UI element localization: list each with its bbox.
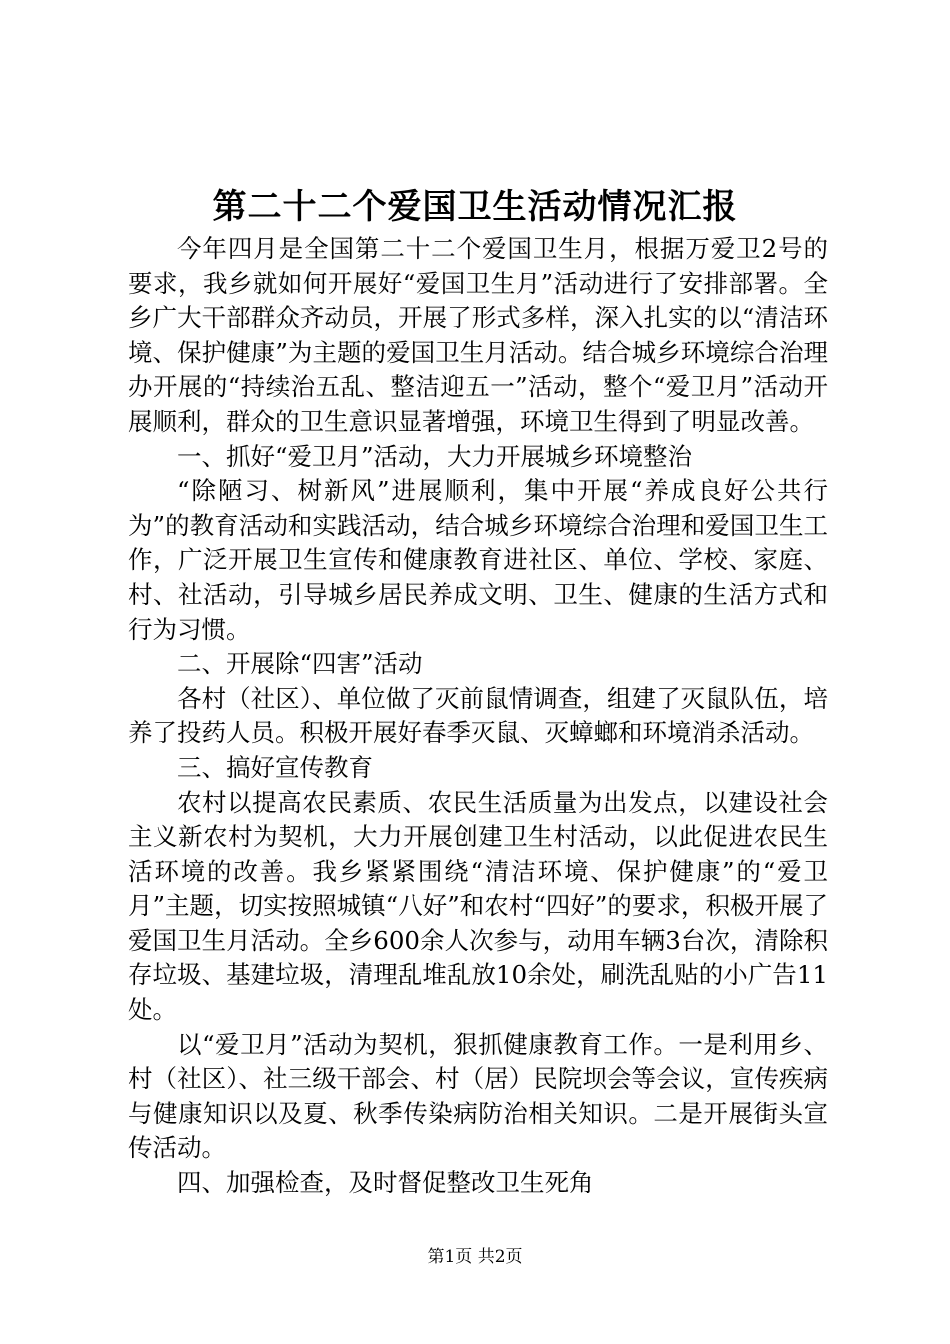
section-3-paragraph-2: 以“爱卫月”活动为契机，狠抓健康教育工作。一是利用乡、村（社区）、社三级干部会、村（居）民院坝会等会议，宣传疾病与健康知识以及夏、秋季传染病防治相关知识。二是开展街头宣传活动。 [128, 1029, 828, 1163]
section-heading-4: 四、加强检查，及时督促整改卫生死角 [177, 1168, 594, 1198]
page-footer: 第1页 共2页 [427, 1247, 523, 1267]
section-heading-2: 二、开展除“四害”活动 [177, 649, 423, 679]
section-1-paragraph: “除陋习、树新风”进展顺利，集中开展“养成良好公共行为”的教育活动和实践活动，结合城乡环境综合治理和爱国卫生工作，广泛开展卫生宣传和健康教育进社区、单位、学校、家庭、村、社活动，引导城乡居民养成文明、卫生、健康的生活方式和行为习惯。 [128, 476, 828, 644]
section-2-paragraph: 各村（社区）、单位做了灭前鼠情调查，组建了灭鼠队伍，培养了投药人员。积极开展好春季灭鼠、灭蟑螂和环境消杀活动。 [128, 683, 828, 748]
document-body [128, 232, 828, 1201]
section-heading-3: 三、搞好宣传教育 [177, 752, 373, 782]
intro-paragraph: 今年四月是全国第二十二个爱国卫生月，根据万爱卫2号的要求，我乡就如何开展好“爱国卫生月”活动进行了安排部署。全乡广大干部群众齐动员，开展了形式多样，深入扎实的以“清洁环境、保护健康”为主题的爱国卫生月活动。结合城乡环境综合治理办开展的“持续治五乱、整洁迎五一”活动，整个“爱卫月”活动开展顺利，群众的卫生意识显著增强，环境卫生得到了明显改善。 [128, 234, 828, 436]
section-3-paragraph-1: 农村以提高农民素质、农民生活质量为出发点，以建设社会主义新农村为契机，大力开展创建卫生村活动，以此促进农民生活环境的改善。我乡紧紧围绕“清洁环境、保护健康”的“爱卫月”主题，切实按照城镇“八好”和农村“四好”的要求，积极开展了爱国卫生月活动。全乡600余人次参与，动用车辆3台次，清除积存垃圾、基建垃圾，清理乱堆乱放10余处，刷洗乱贴的小广告11处。 [128, 787, 828, 1025]
section-heading-1: 一、抓好“爱卫月”活动，大力开展城乡环境整治 [177, 441, 693, 471]
document-title: 第二十二个爱国卫生活动情况汇报 [212, 187, 738, 227]
